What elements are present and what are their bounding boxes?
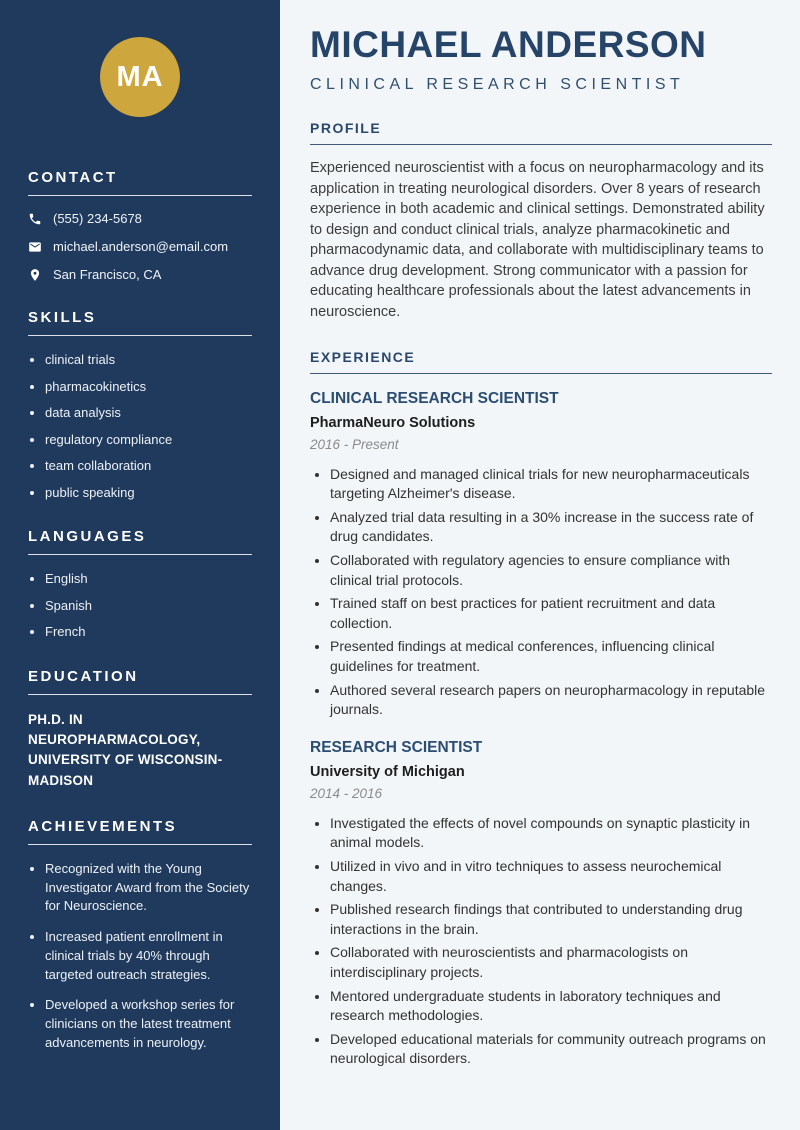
skill-item: • data analysis	[45, 404, 252, 422]
achievements-heading: ACHIEVEMENTS	[28, 817, 178, 835]
languages-list	[28, 570, 252, 641]
job-bullet: • Published research findings that contributed to understanding drug interactions in the brain.	[330, 900, 772, 939]
experience-section	[310, 349, 772, 1069]
job-dates: 2014 - 2016	[310, 785, 383, 801]
person-title: CLINICAL RESEARCH SCIENTIST	[310, 76, 685, 93]
contact-phone-row	[28, 211, 252, 226]
job-bullet: • Presented findings at medical conferences, influencing clinical guidelines for treatment.	[330, 637, 772, 676]
email-icon	[28, 240, 42, 254]
main-content	[280, 0, 800, 1130]
job-title: RESEARCH SCIENTIST	[310, 738, 483, 756]
job-bullet: • Utilized in vivo and in vitro techniques to assess neurochemical changes.	[330, 857, 772, 896]
section-divider	[310, 144, 772, 145]
job-title: CLINICAL RESEARCH SCIENTIST	[310, 389, 559, 407]
skill-item: • public speaking	[45, 484, 252, 502]
degree-text: PH.D. IN NEUROPHARMACOLOGY, UNIVERSITY OF WISCONSIN-MADISON	[28, 711, 223, 788]
avatar	[100, 37, 180, 117]
languages-heading: LANGUAGES	[28, 528, 147, 546]
section-divider	[28, 195, 252, 196]
language-item: • French	[45, 623, 252, 641]
language-item: • Spanish	[45, 597, 252, 615]
person-name: MICHAEL ANDERSON	[310, 24, 707, 65]
section-divider	[28, 694, 252, 695]
section-divider	[28, 844, 252, 845]
languages-section	[28, 528, 252, 641]
skills-section	[28, 309, 252, 501]
contact-heading: CONTACT	[28, 169, 118, 186]
avatar-initials: MA	[116, 60, 164, 93]
profile-section	[310, 120, 772, 323]
location-pin-icon	[28, 268, 42, 282]
phone-number: (555) 234-5678	[53, 211, 142, 226]
skill-item: • clinical trials	[45, 351, 252, 369]
job-dates: 2016 - Present	[310, 436, 399, 452]
skills-heading: SKILLS	[28, 309, 97, 326]
job-bullet: • Investigated the effects of novel compounds on synaptic plasticity in animal models.	[330, 814, 772, 853]
section-divider	[28, 335, 252, 336]
achievements-section	[28, 818, 252, 1052]
location-text: San Francisco, CA	[53, 267, 162, 282]
language-item: • English	[45, 570, 252, 588]
job-bullet-list	[310, 465, 772, 720]
job-bullet-list	[310, 814, 772, 1069]
job-bullet: • Collaborated with regulatory agencies to ensure compliance with clinical trial protocols.	[330, 551, 772, 590]
contact-email-row	[28, 239, 252, 254]
achievement-item: • Recognized with the Young Investigator Award from the Society for Neuroscience.	[45, 860, 252, 916]
achievements-list	[28, 860, 252, 1052]
achievement-item: • Developed a workshop series for clinicians on the latest treatment advancements in neurology.	[45, 996, 252, 1052]
education-heading: EDUCATION	[28, 667, 139, 685]
job-bullet: • Authored several research papers on neuropharmacology in reputable journals.	[330, 681, 772, 720]
profile-text: Experienced neuroscientist with a focus on neuropharmacology and its application in treating neurological disorders. Over 8 years of research experience in both academic and clinical settings. Demonstrated ability to design and conduct clinical trials, analyze pharmacokinetic and pharmacodynamic data, and collaborate with multidisciplinary teams to advance drug development. Strong communicator with a passion for educating healthcare professionals about the latest advancements in neuroscience.	[310, 160, 765, 321]
job-block-michigan	[310, 739, 772, 1069]
skills-list	[28, 351, 252, 501]
job-block-pharmaneuro	[310, 390, 772, 720]
job-bullet: • Analyzed trial data resulting in a 30% increase in the success rate of drug candidates.	[330, 508, 772, 547]
sidebar	[0, 0, 280, 1130]
job-bullet: • Trained staff on best practices for patient recruitment and data collection.	[330, 594, 772, 633]
job-bullet: • Collaborated with neuroscientists and pharmacologists on interdisciplinary projects.	[330, 943, 772, 982]
contact-section	[28, 169, 252, 282]
company-name: University of Michigan	[310, 763, 465, 780]
skill-item: • pharmacokinetics	[45, 378, 252, 396]
achievement-item: • Increased patient enrollment in clinical trials by 40% through targeted outreach strategies.	[45, 928, 252, 984]
company-name: PharmaNeuro Solutions	[310, 414, 476, 431]
skill-item: • team collaboration	[45, 457, 252, 475]
job-bullet: • Mentored undergraduate students in laboratory techniques and research methodologies.	[330, 987, 772, 1026]
job-bullet: • Developed educational materials for community outreach programs on neurological disorders.	[330, 1030, 772, 1069]
experience-heading: EXPERIENCE	[310, 348, 416, 365]
section-divider	[310, 373, 772, 374]
email-address: michael.anderson@email.com	[53, 239, 229, 254]
skill-item: • regulatory compliance	[45, 431, 252, 449]
phone-icon	[28, 212, 42, 226]
profile-heading: PROFILE	[310, 120, 382, 136]
section-divider	[28, 554, 252, 555]
job-bullet: • Designed and managed clinical trials for new neuropharmaceuticals targeting Alzheimer's disease.	[330, 465, 772, 504]
education-section	[28, 668, 252, 791]
contact-location-row	[28, 267, 252, 282]
